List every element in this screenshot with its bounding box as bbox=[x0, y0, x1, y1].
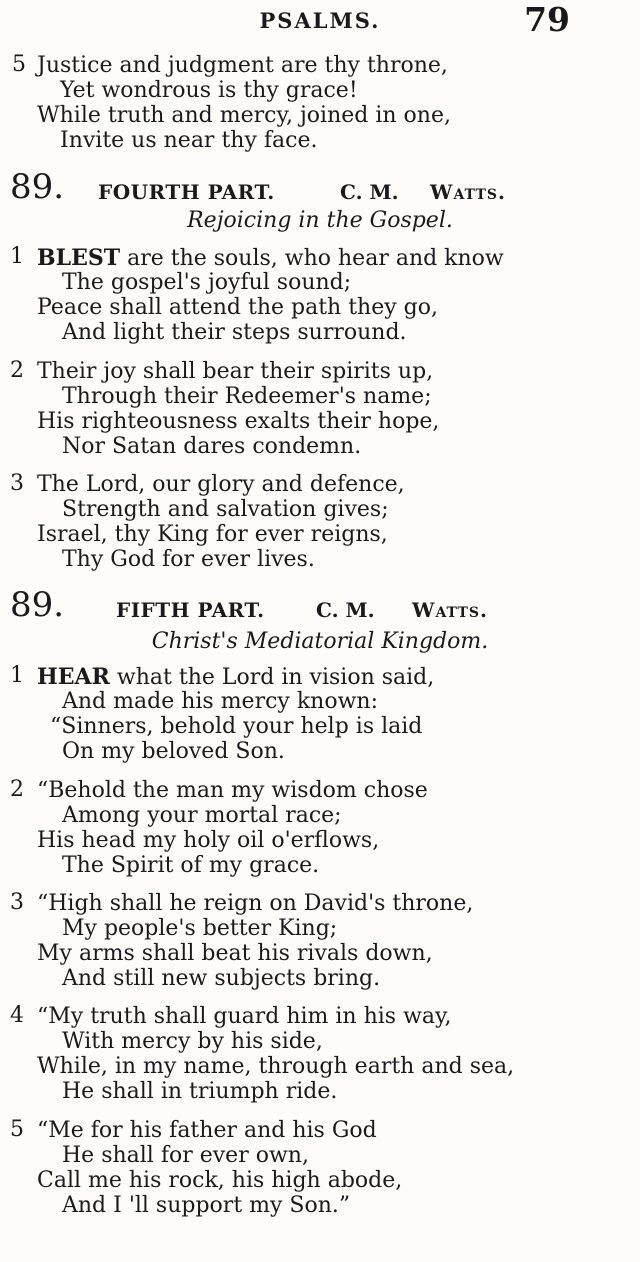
verse-line: And still new subjects bring. bbox=[62, 966, 381, 991]
verse-line: And I 'll support my Son.” bbox=[62, 1193, 351, 1218]
hymn-subtitle: Rejoicing in the Gospel. bbox=[187, 208, 453, 233]
hymn-number: 89. bbox=[10, 167, 65, 207]
verse-line: The Spirit of my grace. bbox=[62, 853, 320, 878]
verse-number: 3 bbox=[10, 471, 24, 496]
verse-line: My people's better King; bbox=[62, 916, 338, 941]
verse-number: 1 bbox=[10, 663, 24, 688]
verse-line: Among your mortal race; bbox=[62, 803, 342, 828]
hymn-part: FOURTH PART. bbox=[98, 180, 275, 204]
running-header: PSALMS. bbox=[259, 8, 381, 33]
verse-number: 1 bbox=[10, 244, 24, 269]
verse-line: Thy God for ever lives. bbox=[62, 547, 315, 572]
verse-line: And made his mercy known: bbox=[62, 689, 378, 714]
verse-line-rest: are the souls, who hear and know bbox=[120, 246, 504, 271]
verse-line: “My truth shall guard him in his way, bbox=[37, 1004, 452, 1029]
verse-line: Nor Satan dares condemn. bbox=[62, 434, 362, 459]
verse-line: Israel, thy King for ever reigns, bbox=[37, 522, 388, 547]
verse-line: Justice and judgment are thy throne, bbox=[37, 53, 448, 78]
verse-line: His head my holy oil o'erflows, bbox=[37, 828, 380, 853]
verse-first-word: HEAR bbox=[37, 664, 110, 690]
hymn-subtitle: Christ's Mediatorial Kingdom. bbox=[151, 629, 489, 654]
verse-first-word: BLEST bbox=[37, 245, 121, 271]
verse-line: Strength and salvation gives; bbox=[62, 497, 389, 522]
verse-line-rest: what the Lord in vision said, bbox=[109, 665, 435, 690]
hymn-meter: C. M. bbox=[316, 598, 375, 622]
verse-number: 3 bbox=[10, 890, 24, 915]
verse-number: 2 bbox=[10, 358, 24, 383]
verse-line: Peace shall attend the path they go, bbox=[37, 295, 438, 320]
verse-line: The Lord, our glory and defence, bbox=[37, 472, 405, 497]
verse-number: 5 bbox=[10, 1117, 24, 1142]
hymn-heading bbox=[0, 585, 640, 628]
verse-line: He shall in triumph ride. bbox=[62, 1079, 338, 1104]
hymn-heading bbox=[0, 167, 640, 210]
verse-number: 4 bbox=[10, 1003, 24, 1028]
verse-line: While, in my name, through earth and sea, bbox=[37, 1054, 515, 1079]
verse-line: “Me for his father and his God bbox=[37, 1118, 377, 1143]
verse-number: 2 bbox=[10, 777, 24, 802]
verse-line: “High shall he reign on David's throne, bbox=[37, 891, 474, 916]
hymn-author: Watts. bbox=[430, 180, 506, 204]
verse-number: 5 bbox=[12, 52, 26, 77]
hymn-number: 89. bbox=[10, 585, 65, 625]
hymn-meter: C. M. bbox=[340, 180, 399, 204]
verse-line: The gospel's joyful sound; bbox=[62, 270, 352, 295]
verse-line: “Behold the man my wisdom chose bbox=[37, 778, 428, 803]
verse-line: Yet wondrous is thy grace! bbox=[60, 78, 358, 103]
page-number: 79 bbox=[524, 0, 570, 39]
verse-line: And light their steps surround. bbox=[62, 320, 407, 345]
verse-line: While truth and mercy, joined in one, bbox=[37, 103, 451, 128]
verse-line: Invite us near thy face. bbox=[60, 128, 318, 153]
verse-line: His righteousness exalts their hope, bbox=[37, 409, 440, 434]
verse-line: Through their Redeemer's name; bbox=[62, 384, 432, 409]
verse-line: With mercy by his side, bbox=[62, 1029, 323, 1054]
hymn-part: FIFTH PART. bbox=[116, 598, 265, 622]
verse-line: On my beloved Son. bbox=[62, 739, 285, 764]
verse-line bbox=[37, 666, 434, 689]
verse-line: Call me his rock, his high abode, bbox=[37, 1168, 403, 1193]
verse-line: He shall for ever own, bbox=[62, 1143, 309, 1168]
verse-line: Their joy shall bear their spirits up, bbox=[37, 359, 434, 384]
verse-line bbox=[37, 247, 504, 270]
verse-line: “Sinners, behold your help is laid bbox=[50, 714, 423, 739]
verse-line: My arms shall beat his rivals down, bbox=[37, 941, 433, 966]
hymn-author: Watts. bbox=[412, 598, 488, 622]
